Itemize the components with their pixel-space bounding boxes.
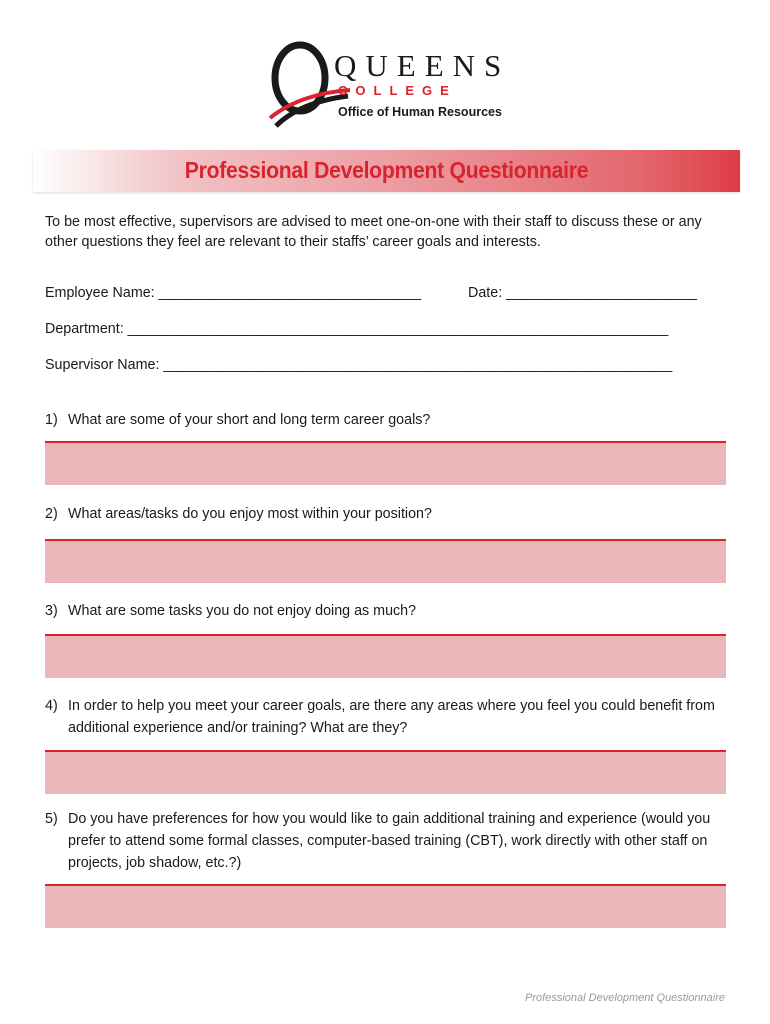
answer-box-2[interactable] [45, 539, 726, 583]
employee-name-field[interactable]: Employee Name: _________________________________ [45, 285, 422, 301]
question-text: Do you have preferences for how you would like to gain additional training and experience (would you prefer to attend some formal classes, computer-based training (CBT), work directly with other staff on projects, job shadow, etc.?) [68, 811, 711, 871]
question-number: 4) [45, 698, 58, 714]
question-text: What are some of your short and long term career goals? [68, 412, 431, 428]
department-field[interactable]: Department: ____________________________________________________________________ [45, 321, 669, 337]
logo-college-text: COLLEGE [338, 83, 457, 98]
question-text: What are some tasks you do not enjoy doing as much? [68, 603, 417, 619]
question-text: What areas/tasks do you enjoy most within your position? [68, 506, 432, 522]
title-banner [33, 150, 740, 192]
queens-college-logo [262, 40, 522, 130]
logo-queens-text: QUEENS [334, 48, 511, 83]
question-text: In order to help you meet your career goals, are there any areas where you feel you could benefit from additional experience and/or training? What are they? [68, 698, 715, 736]
supervisor-name-field[interactable]: Supervisor Name: ________________________________________________________________ [45, 357, 673, 373]
answer-box-5[interactable] [45, 884, 726, 928]
page-title: Professional Development Questionnaire [184, 157, 589, 183]
answer-box-4[interactable] [45, 750, 726, 794]
question-1 [45, 409, 735, 431]
intro-paragraph: To be most effective, supervisors are advised to meet one-on-one with their staff to discuss these or any other questions they feel are relevant to their staffs’ career goals and interests. [45, 214, 702, 250]
question-4 [45, 695, 735, 739]
question-3 [45, 600, 735, 622]
question-number: 3) [45, 603, 58, 619]
answer-box-3[interactable] [45, 634, 726, 678]
footer-text: Professional Development Questionnaire [525, 992, 725, 1004]
answer-box-1[interactable] [45, 441, 726, 485]
question-number: 2) [45, 506, 58, 522]
question-5 [45, 808, 735, 874]
question-2 [45, 503, 735, 525]
question-number: 1) [45, 412, 58, 428]
date-field[interactable]: Date: ________________________ [468, 285, 697, 301]
logo-office-text: Office of Human Resources [338, 105, 502, 119]
question-number: 5) [45, 811, 58, 827]
